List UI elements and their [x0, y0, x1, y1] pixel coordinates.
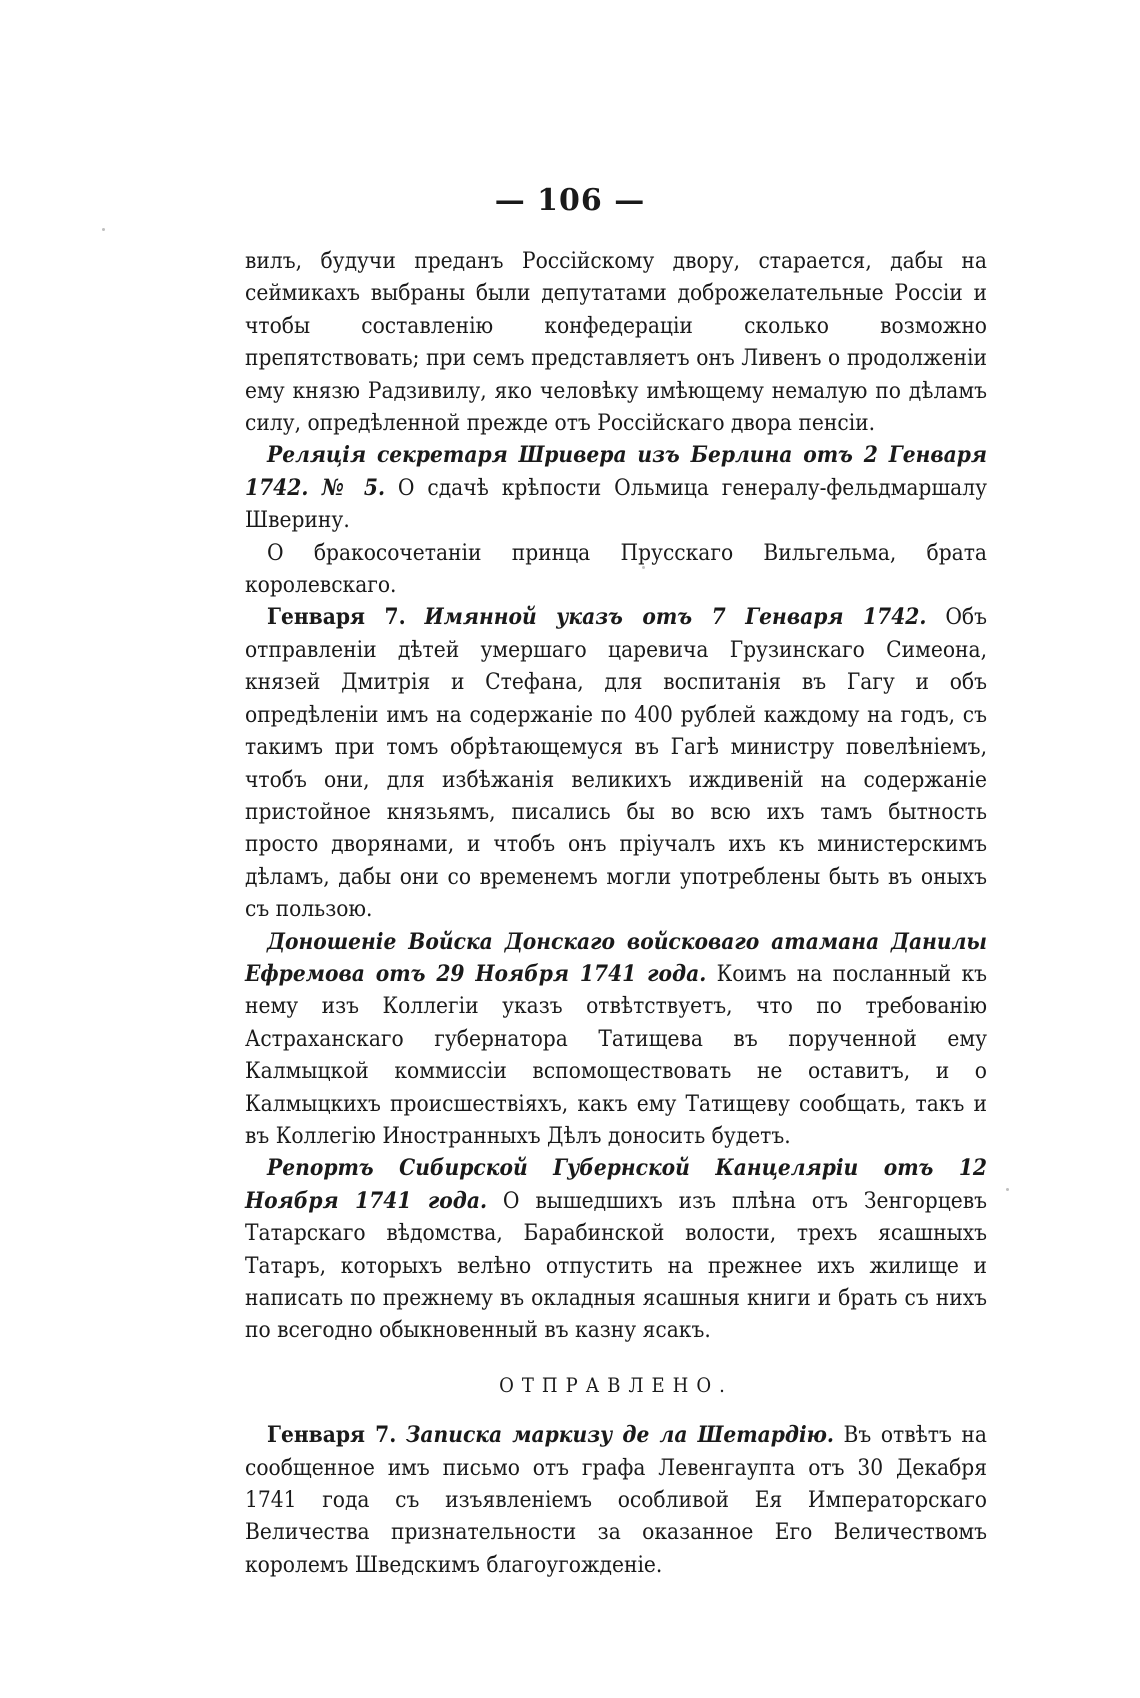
entry-text: Коимъ на посланный къ нему изъ Коллегіи указъ отвѣтствуетъ, что по требованію Астраханскаго губернатора Татищева въ порученной ему Калмыцкой коммиссіи вспомоществовать не оставитъ, и о Калмыцкихъ происшествіяхъ, какъ ему Татищеву сообщать, такъ и въ Коллегію Иностранныхъ Дѣлъ доносить будетъ.	[245, 960, 987, 1149]
paragraph-text: вилъ, будучи преданъ Россійскому двору, старается, дабы на сеймикахъ выбраны были депутатами доброжелательные Россіи и чтобы составленію конфедераціи сколько возможно препятствовать; при семъ представляетъ онъ Ливенъ о продолженіи ему князю Радзивилу, яко человѣку имѣющему немалую по дѣламъ силу, опредѣленной прежде отъ Россійскаго двора пенсіи.	[245, 248, 987, 437]
entry-text: О сдачѣ крѣпости Ольмица генералу-фельдмаршалу Шверину.	[245, 474, 987, 534]
section-heading: ОТПРАВЛЕНО.	[499, 1372, 733, 1397]
entry-text: О вышедшихъ изъ плѣна отъ Зенгорцевъ Татарскаго вѣдомства, Барабинской волости, трехъ ясашныхъ Татаръ, которыхъ велѣно отпустить на прежнее ихъ жилище и написать по прежнему въ окладныя ясашныя книги и брать съ нихъ по всегодно обыкновенный въ казну ясакъ.	[245, 1187, 987, 1344]
body-text	[245, 245, 987, 1581]
entry-date: Генваря 7.	[267, 604, 406, 631]
entry-title: Записка маркизу де ла Шетардію.	[405, 1422, 834, 1449]
paragraph-shetardie-note	[245, 1419, 987, 1581]
paragraph-siberian-report	[245, 1152, 987, 1346]
scan-speck	[102, 228, 105, 231]
scan-speck	[642, 566, 645, 569]
entry-title: Реляція секретаря Шривера изъ Берлина отъ 2 Генваря 1742. № 5.	[245, 442, 987, 501]
entry-text: Объ отправленіи дѣтей умершаго царевича Грузинскаго Симеона, князей Дмитрія и Стефана, для воспитанія въ Гагу и объ опредѣленіи имъ на содержаніе по 400 рублей каждому на годъ, съ такимъ при томъ обрѣтающемуся въ Гагѣ министру повелѣніемъ, чтобъ они, для избѣжанія великихъ иждивеній на содержаніе пристойное князьямъ, писались бы во всю ихъ тамъ бытность просто дворянами, и чтобъ онъ пріучалъ ихъ къ министерскимъ дѣламъ, дабы они со временемъ могли употреблены быть въ оныхъ съ пользою.	[245, 604, 987, 923]
entry-title: Доношеніе Войска Донскаго войсковаго атамана Данилы Ефремова отъ 29 Ноября 1741 года.	[245, 928, 987, 987]
page-number: — 106 —	[494, 183, 646, 218]
paragraph-text: О бракосочетаніи принца Прусскаго Вильгельма, брата королевскаго.	[245, 539, 987, 599]
entry-text: Въ отвѣтъ на сообщенное имъ письмо отъ графа Левенгаупта отъ 30 Декабря 1741 года съ изъявленіемъ особливой Ея Императорскаго Величества признательности за оказанное Его Величествомъ королемъ Шведскимъ благоугожденіе.	[245, 1422, 987, 1578]
scan-speck	[1006, 1188, 1009, 1191]
entry-title: Репортъ Сибирской Губернской Канцеляріи отъ 12 Ноября 1741 года.	[245, 1155, 987, 1214]
paragraph-don-report	[245, 926, 987, 1153]
paragraph-marriage	[245, 537, 987, 602]
paragraph-relation-shriver	[245, 439, 987, 536]
paragraph-ukaz	[245, 601, 987, 925]
entry-title: Имянной указъ отъ 7 Генваря 1742.	[424, 604, 927, 631]
paragraph-continued	[245, 245, 987, 439]
entry-date: Генваря 7.	[267, 1422, 397, 1449]
